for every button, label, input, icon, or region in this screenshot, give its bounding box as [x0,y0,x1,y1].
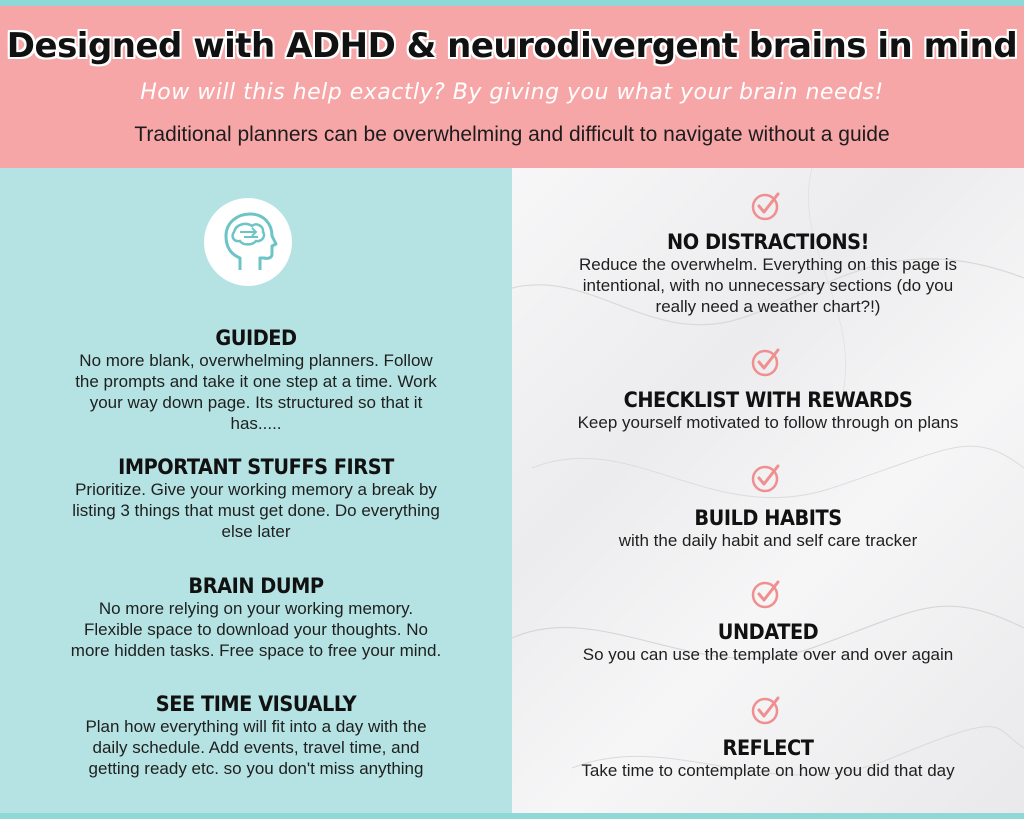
feature-line: Keep yourself motivated to follow through on plans [577,413,959,432]
feature-line: with the daily habit and self care tracker [618,531,918,550]
feature-line: your way down page. Its structured so that it [89,393,423,412]
circle-check-icon [750,346,782,378]
feature-line: Prioritize. Give your working memory a break by [75,480,437,499]
feature-see-time-visually [24,692,488,779]
feature-title: GUIDED [215,326,297,350]
feature-title: REFLECT [722,736,814,760]
feature-title: BRAIN DUMP [188,574,324,598]
feature-no-distractions [536,230,1000,317]
feature-line: has..... [230,414,282,433]
feature-line: the prompts and take it one step at a time. Work [75,372,437,391]
intro-text: Traditional planners can be overwhelming and difficult to navigate without a guide [134,123,890,146]
feature-line: Flexible space to download your thoughts. No [84,620,428,639]
bottom-accent-stripe [0,813,1024,819]
feature-line: No more relying on your working memory. [98,599,414,618]
feature-undated [536,620,1000,665]
feature-guided [24,326,488,434]
feature-line: Take time to contemplate on how you did that day [581,761,955,780]
circle-check-icon [750,694,782,726]
circle-check-icon [750,190,782,222]
feature-title: IMPORTANT STUFFS FIRST [118,455,394,479]
feature-line: else later [221,522,291,541]
feature-line: Reduce the overwhelm. Everything on this page is [579,255,957,274]
feature-title: UNDATED [717,620,819,644]
feature-brain-dump [24,574,488,661]
feature-title: BUILD HABITS [694,506,842,530]
circle-check-icon [750,578,782,610]
brain-icon-badge [204,198,292,286]
feature-important-stuffs-first [24,455,488,542]
circle-check-icon [750,462,782,494]
page-title: Designed with ADHD & neurodivergent brains in mind [6,26,1018,66]
head-with-brain-icon [218,210,278,274]
feature-line: So you can use the template over and over again [582,645,954,664]
feature-line: No more blank, overwhelming planners. Follow [79,351,433,370]
feature-line: intentional, with no unnecessary sections (do you [582,276,954,295]
feature-checklist-with-rewards [536,388,1000,433]
feature-line: getting ready etc. so you don't miss anything [88,759,424,778]
feature-line: listing 3 things that must get done. Do everything [72,501,440,520]
feature-title: CHECKLIST WITH REWARDS [623,388,913,412]
feature-build-habits [536,506,1000,551]
feature-line: really need a weather chart?!) [655,297,881,316]
page-subtitle: How will this help exactly? By giving you what your brain needs! [140,80,884,105]
feature-line: Plan how everything will fit into a day with the [85,717,427,736]
feature-line: daily schedule. Add events, travel time, and [92,738,420,757]
feature-line: more hidden tasks. Free space to free your mind. [70,641,442,660]
feature-reflect [536,736,1000,781]
feature-title: NO DISTRACTIONS! [667,230,869,254]
header-banner [0,6,1024,168]
feature-title: SEE TIME VISUALLY [155,692,357,716]
